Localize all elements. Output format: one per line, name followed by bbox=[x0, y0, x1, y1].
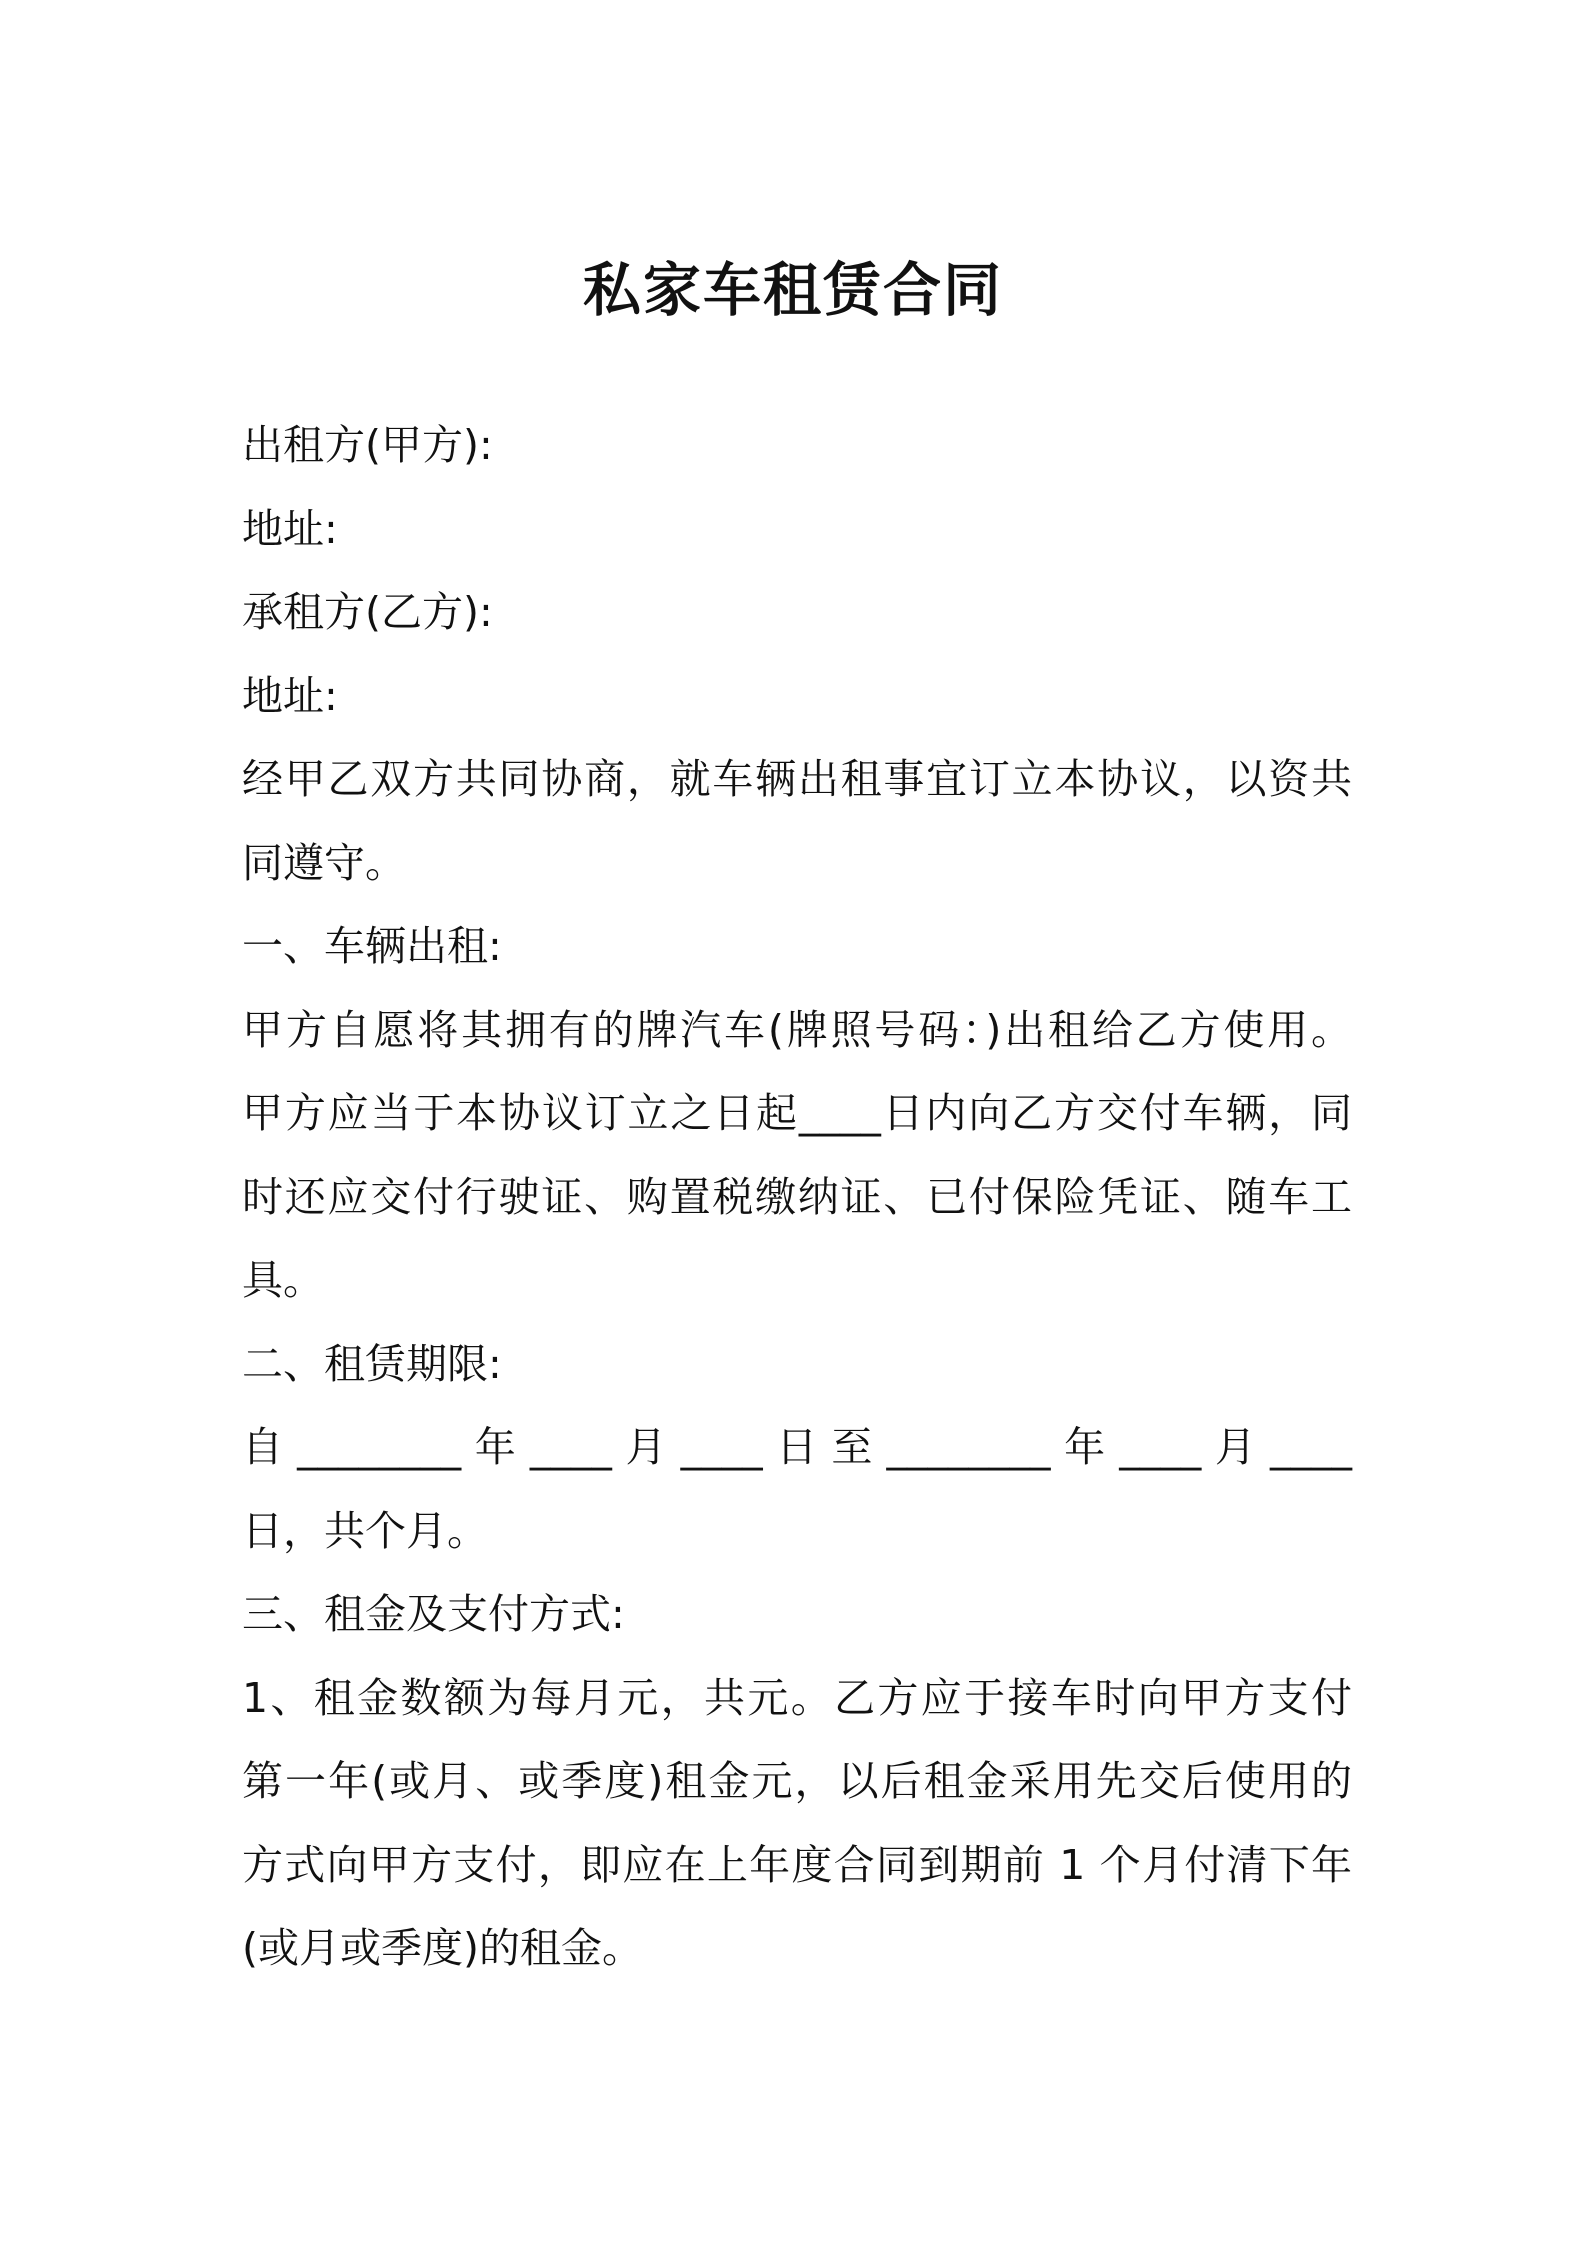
preamble-line-1: 经甲乙双方共同协商，就车辆出租事宜订立本协议，以资共 bbox=[242, 755, 1352, 803]
section-3-line-2: 第一年(或月、或季度)租金元，以后租金采用先交后使用的 bbox=[242, 1757, 1352, 1805]
section-3-line-4: (或月或季度)的租金。 bbox=[242, 1924, 643, 1972]
section-3-heading: 三、租金及支付方式: bbox=[242, 1590, 625, 1638]
lessor-address-line: 地址: bbox=[242, 504, 338, 553]
lessee-line: 承租方(乙方): bbox=[242, 588, 493, 636]
section-1-heading: 一、车辆出租: bbox=[242, 922, 502, 970]
section-1-line-3: 时还应交付行驶证、购置税缴纳证、已付保险凭证、随车工 bbox=[242, 1172, 1352, 1221]
section-3-line-3: 方式向甲方支付，即应在上年度合同到期前 1 个月付清下年 bbox=[242, 1840, 1352, 1889]
section-1-line-4: 具。 bbox=[242, 1256, 324, 1304]
lessee-address-line: 地址: bbox=[242, 671, 338, 720]
preamble-line-2: 同遵守。 bbox=[242, 838, 406, 887]
section-2-line-1: 自 ________ 年 ____ 月 ____ 日 至 ________ 年 ____ 月 ____ bbox=[242, 1423, 1352, 1471]
section-1-line-1: 甲方自愿将其拥有的牌汽车(牌照号码：)出租给乙方使用。 bbox=[242, 1005, 1352, 1054]
document-body bbox=[242, 404, 1352, 1991]
section-1-line-2: 甲方应当于本协议订立之日起____日内向乙方交付车辆，同 bbox=[242, 1089, 1352, 1137]
section-2-heading: 二、租赁期限: bbox=[242, 1339, 502, 1388]
section-3-line-1: 1、租金数额为每月元，共元。乙方应于接车时向甲方支付 bbox=[242, 1673, 1352, 1722]
section-2-line-2: 日，共个月。 bbox=[242, 1506, 488, 1555]
lessor-line: 出租方(甲方): bbox=[242, 421, 493, 469]
document-title: 私家车租赁合同 bbox=[582, 256, 1003, 324]
